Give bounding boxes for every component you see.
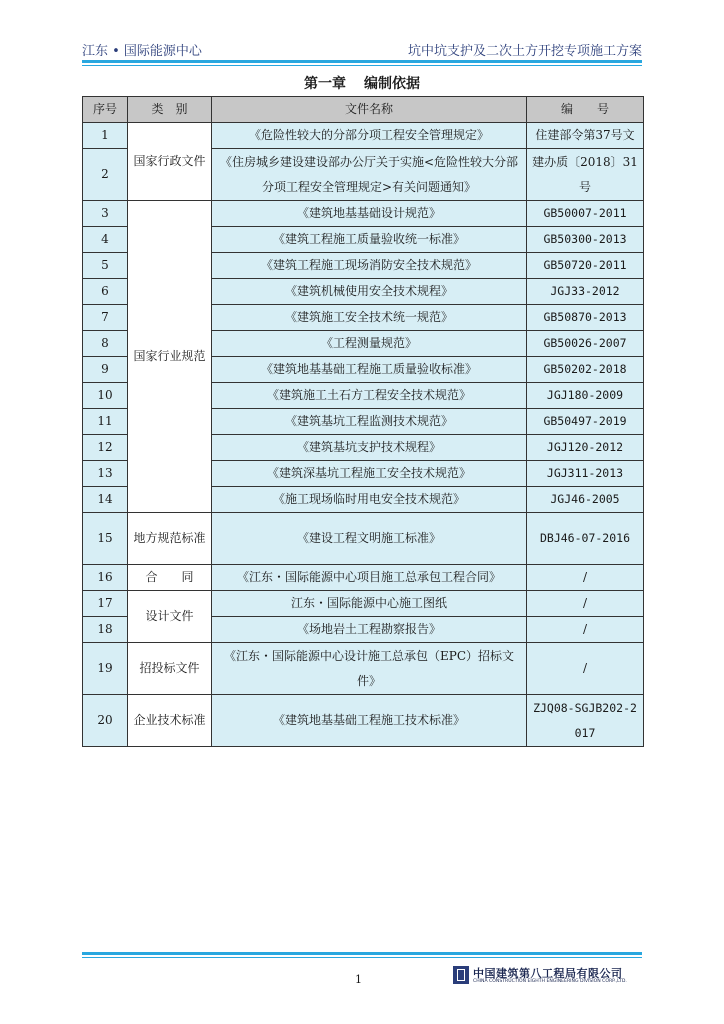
cell-code: JGJ46-2005 — [527, 487, 644, 513]
cell-code: GB50007-2011 — [527, 201, 644, 227]
cell-no: 10 — [83, 383, 128, 409]
cell-no: 7 — [83, 305, 128, 331]
page-number: 1 — [355, 973, 362, 986]
cell-code: / — [527, 643, 644, 695]
cell-no: 9 — [83, 357, 128, 383]
table-row — [83, 513, 644, 565]
header-cell-category: 类 别 — [128, 97, 212, 123]
cscec-logo-icon — [453, 966, 469, 984]
cell-code: GB50870-2013 — [527, 305, 644, 331]
cell-name: 《工程测量规范》 — [212, 331, 527, 357]
cell-name: 《施工现场临时用电安全技术规范》 — [212, 487, 527, 513]
cell-no: 20 — [83, 695, 128, 747]
cell-no: 1 — [83, 123, 128, 149]
table-row — [83, 201, 644, 227]
table-row — [83, 695, 644, 747]
cell-code: GB50026-2007 — [527, 331, 644, 357]
cell-category: 国家行政文件 — [128, 123, 212, 201]
cell-name: 《建筑机械使用安全技术规程》 — [212, 279, 527, 305]
cell-name: 《建筑深基坑工程施工安全技术规范》 — [212, 461, 527, 487]
cell-category: 招投标文件 — [128, 643, 212, 695]
cell-name: 《建筑工程施工现场消防安全技术规范》 — [212, 253, 527, 279]
cell-no: 14 — [83, 487, 128, 513]
table-row — [83, 565, 644, 591]
cell-category: 设计文件 — [128, 591, 212, 643]
header-cell-code: 编 号 — [527, 97, 644, 123]
cell-code: JGJ180-2009 — [527, 383, 644, 409]
cell-no: 18 — [83, 617, 128, 643]
cell-name: 《建筑基坑支护技术规程》 — [212, 435, 527, 461]
cell-category: 企业技术标准 — [128, 695, 212, 747]
cell-name: 《建筑工程施工质量验收统一标准》 — [212, 227, 527, 253]
cell-name: 《住房城乡建设建设部办公厅关于实施<危险性较大分部分项工程安全管理规定>有关问题通知》 — [212, 149, 527, 201]
cell-no: 19 — [83, 643, 128, 695]
cell-code: GB50720-2011 — [527, 253, 644, 279]
cell-code: ZJQ08-SGJB202-2017 — [527, 695, 644, 747]
company-name-en: CHINA CONSTRUCTION EIGHTH ENGINEERING DIVISION CORP.,LTD. — [473, 979, 627, 984]
cell-code: JGJ311-2013 — [527, 461, 644, 487]
cell-no: 13 — [83, 461, 128, 487]
cell-name: 《建筑施工土石方工程安全技术规范》 — [212, 383, 527, 409]
company-logo — [453, 966, 643, 988]
header-project-name: 江东 • 国际能源中心 — [82, 44, 202, 59]
company-name-cn: 中国建筑第八工程局有限公司 — [473, 967, 623, 980]
chapter-number: 第一章 — [304, 76, 346, 92]
cell-name: 《建筑基坑工程监测技术规范》 — [212, 409, 527, 435]
cell-no: 16 — [83, 565, 128, 591]
cell-category: 合 同 — [128, 565, 212, 591]
table-row — [83, 123, 644, 149]
cell-code: 建办质〔2018〕31号 — [527, 149, 644, 201]
cell-no: 6 — [83, 279, 128, 305]
cell-no: 17 — [83, 591, 128, 617]
header-document-title: 坑中坑支护及二次土方开挖专项施工方案 — [407, 44, 642, 59]
footer-rule-thick — [82, 952, 642, 955]
cell-no: 8 — [83, 331, 128, 357]
cell-category: 地方规范标准 — [128, 513, 212, 565]
table-header-row — [83, 97, 644, 123]
table-row — [83, 591, 644, 617]
cell-code: GB50497-2019 — [527, 409, 644, 435]
cell-name: 江东・国际能源中心施工图纸 — [212, 591, 527, 617]
cell-name: 《江东・国际能源中心项目施工总承包工程合同》 — [212, 565, 527, 591]
cell-name: 《建筑地基基础工程施工质量验收标准》 — [212, 357, 527, 383]
header-rule-thin — [82, 65, 642, 66]
cell-code: GB50300-2013 — [527, 227, 644, 253]
cell-no: 5 — [83, 253, 128, 279]
cell-name: 《江东・国际能源中心设计施工总承包（EPC）招标文件》 — [212, 643, 527, 695]
cell-no: 4 — [83, 227, 128, 253]
cell-name: 《建筑施工安全技术统一规范》 — [212, 305, 527, 331]
cell-name: 《场地岩土工程勘察报告》 — [212, 617, 527, 643]
cell-name: 《建设工程文明施工标准》 — [212, 513, 527, 565]
table-row — [83, 643, 644, 695]
cell-code: / — [527, 565, 644, 591]
footer-rule-thin — [82, 957, 642, 958]
cell-name: 《建筑地基基础设计规范》 — [212, 201, 527, 227]
cell-code: / — [527, 591, 644, 617]
cell-no: 2 — [83, 149, 128, 201]
cell-category: 国家行业规范 — [128, 201, 212, 513]
cell-code: 住建部令第37号文 — [527, 123, 644, 149]
chapter-heading — [0, 73, 724, 93]
compilation-basis-table — [82, 96, 644, 747]
cell-no: 3 — [83, 201, 128, 227]
chapter-title: 编制依据 — [364, 76, 420, 92]
cell-code: GB50202-2018 — [527, 357, 644, 383]
header-cell-name: 文件名称 — [212, 97, 527, 123]
cell-code: JGJ33-2012 — [527, 279, 644, 305]
header-rule-thick — [82, 60, 642, 63]
header-cell-no: 序号 — [83, 97, 128, 123]
cell-no: 12 — [83, 435, 128, 461]
cell-code: DBJ46-07-2016 — [527, 513, 644, 565]
cell-no: 15 — [83, 513, 128, 565]
cell-code: JGJ120-2012 — [527, 435, 644, 461]
cell-code: / — [527, 617, 644, 643]
cell-name: 《危险性较大的分部分项工程安全管理规定》 — [212, 123, 527, 149]
cell-name: 《建筑地基基础工程施工技术标准》 — [212, 695, 527, 747]
cell-no: 11 — [83, 409, 128, 435]
page-header — [82, 40, 642, 58]
